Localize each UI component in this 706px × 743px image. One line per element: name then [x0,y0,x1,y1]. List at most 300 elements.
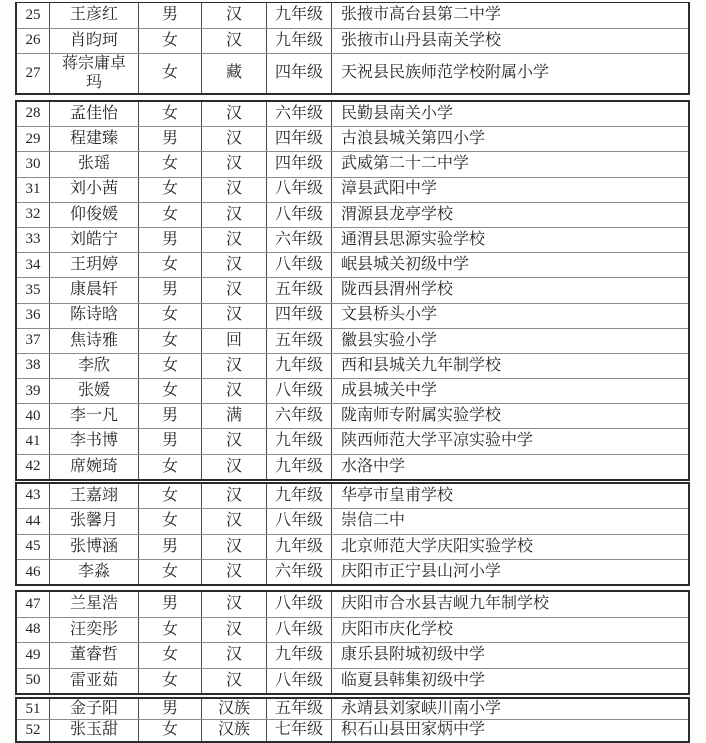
cell-grade [267,379,332,403]
cell-name [50,560,139,584]
cell-name [50,509,139,533]
cell-grade [267,102,332,126]
cell-gender [139,54,202,93]
cell-name-text: 肖昀珂 [69,31,118,49]
cell-num [17,178,50,202]
cell-ethnicity [202,278,267,302]
cell-school-text: 庆阳市庆化学校 [341,620,454,638]
cell-num [17,379,50,403]
cell-num [17,203,50,227]
cell-ethnicity-text: 汉 [225,381,242,399]
cell-grade [267,228,332,252]
cell-school-text: 张掖市高台县第二中学 [341,6,502,24]
cell-school [332,178,688,202]
cell-school [332,354,688,378]
cell-gender [139,592,202,616]
cell-num-text: 35 [25,281,41,298]
cell-gender [139,329,202,353]
cell-grade-text: 八年级 [274,671,323,689]
cell-num [17,127,50,151]
cell-school [332,509,688,533]
cell-school-text: 通渭县思源实验学校 [341,230,486,248]
cell-ethnicity [202,560,267,584]
table-section [15,697,690,743]
table-row [17,428,688,453]
cell-name-text: 张媛 [77,381,110,399]
cell-num [17,278,50,302]
cell-num [17,669,50,693]
cell-gender [139,535,202,559]
cell-ethnicity [202,152,267,176]
cell-school [332,102,688,126]
cell-school-text: 康乐县附城初级中学 [341,646,486,664]
cell-num-text: 43 [25,487,41,504]
table-row [17,403,688,428]
cell-gender-text: 女 [161,356,178,374]
cell-ethnicity [202,54,267,93]
cell-num [17,643,50,667]
cell-ethnicity-text: 满 [225,407,242,425]
cell-name [50,592,139,616]
cell-num-text: 27 [25,64,41,81]
cell-ethnicity-text: 汉 [225,104,242,122]
table-row [17,534,688,559]
cell-name [50,720,139,741]
cell-school-text: 岷县城关初级中学 [341,256,470,274]
cell-grade-text: 九年级 [274,432,323,450]
cell-gender [139,102,202,126]
cell-ethnicity [202,379,267,403]
cell-name [50,54,139,93]
cell-num [17,304,50,328]
cell-grade [267,484,332,508]
cell-gender [139,304,202,328]
cell-ethnicity [202,228,267,252]
cell-gender-text: 女 [161,256,178,274]
cell-school-text: 陕西师范大学平凉实验中学 [341,432,534,450]
cell-ethnicity [202,429,267,453]
cell-ethnicity-text: 汉 [225,306,242,324]
cell-name [50,455,139,479]
cell-ethnicity-text: 汉 [225,620,242,638]
cell-grade-text: 八年级 [274,512,323,530]
cell-school [332,379,688,403]
cell-gender-text: 女 [161,562,178,580]
table-section [15,2,690,95]
cell-grade-text: 八年级 [274,381,323,399]
cell-num [17,404,50,428]
cell-name [50,203,139,227]
cell-grade [267,618,332,642]
cell-name [50,278,139,302]
cell-grade-text: 九年级 [274,31,323,49]
cell-grade [267,643,332,667]
cell-name [50,29,139,53]
cell-school-text: 徽县实验小学 [341,331,438,349]
table-section [15,100,690,481]
cell-name-text: 张博涵 [69,537,118,555]
cell-school [332,535,688,559]
table-row [17,151,688,176]
cell-school [332,127,688,151]
cell-name-text: 王彦红 [69,6,118,24]
cell-name-text: 康晨轩 [69,281,118,299]
cell-ethnicity [202,720,267,741]
cell-name [50,699,139,720]
cell-gender [139,484,202,508]
cell-num-text: 50 [25,672,41,689]
cell-num [17,429,50,453]
cell-num-text: 52 [25,722,41,739]
cell-name [50,127,139,151]
cell-gender [139,228,202,252]
table-row [17,53,688,93]
cell-num-text: 49 [25,646,41,663]
cell-grade-text: 九年级 [274,356,323,374]
cell-ethnicity-text: 汉 [225,486,242,504]
cell-grade-text: 六年级 [274,104,323,122]
cell-ethnicity-text: 汉 [225,432,242,450]
cell-ethnicity-text: 汉 [225,31,242,49]
cell-grade [267,304,332,328]
cell-num-text: 51 [25,700,41,717]
cell-gender [139,699,202,720]
cell-num [17,228,50,252]
cell-ethnicity-text: 藏 [225,64,242,82]
cell-grade-text: 四年级 [274,130,323,148]
cell-num-text: 42 [25,458,41,475]
cell-school [332,253,688,277]
cell-school [332,404,688,428]
table-row [17,508,688,533]
cell-ethnicity-text: 汉 [225,180,242,198]
cell-num [17,152,50,176]
cell-gender [139,669,202,693]
cell-gender-text: 女 [161,31,178,49]
cell-gender [139,560,202,584]
cell-gender-text: 女 [161,486,178,504]
cell-ethnicity [202,3,267,28]
cell-grade [267,509,332,533]
cell-grade-text: 八年级 [274,256,323,274]
cell-ethnicity-text: 汉 [225,562,242,580]
cell-gender [139,278,202,302]
cell-gender [139,178,202,202]
cell-name [50,535,139,559]
cell-gender-text: 男 [161,699,178,717]
cell-num-text: 48 [25,621,41,638]
cell-grade [267,3,332,28]
cell-gender-text: 男 [161,407,178,425]
cell-school-text: 庆阳市正宁县山河小学 [341,562,502,580]
cell-num-text: 28 [25,105,41,122]
cell-num [17,29,50,53]
cell-name [50,618,139,642]
cell-school [332,643,688,667]
cell-grade [267,699,332,720]
cell-grade [267,152,332,176]
table-row [17,719,688,741]
cell-grade [267,329,332,353]
cell-ethnicity [202,29,267,53]
cell-name [50,3,139,28]
cell-gender [139,455,202,479]
cell-num [17,535,50,559]
cell-school [332,203,688,227]
cell-ethnicity [202,618,267,642]
cell-grade-text: 八年级 [274,620,323,638]
table-row [17,617,688,642]
cell-name-text: 张玉甜 [69,721,118,739]
table-row [17,227,688,252]
cell-gender [139,509,202,533]
cell-name [50,102,139,126]
cell-name [50,429,139,453]
cell-name-text: 金子阳 [69,699,118,717]
cell-gender-text: 女 [161,205,178,223]
cell-ethnicity [202,304,267,328]
cell-school-text: 临夏县韩集初级中学 [341,671,486,689]
table-row [17,378,688,403]
cell-num-text: 30 [25,155,41,172]
cell-name-text: 仰俊媛 [69,205,118,223]
cell-ethnicity [202,669,267,693]
cell-gender-text: 男 [161,537,178,555]
table-row [17,668,688,693]
cell-num [17,560,50,584]
cell-school-text: 天祝县民族师范学校附属小学 [341,64,550,82]
cell-num [17,720,50,741]
cell-ethnicity [202,535,267,559]
cell-grade [267,203,332,227]
table-row [17,559,688,584]
cell-ethnicity [202,455,267,479]
cell-school-text: 民勤县南关小学 [341,104,454,122]
cell-gender [139,404,202,428]
cell-name-text: 王嘉翊 [69,486,118,504]
table-row [17,642,688,667]
cell-grade [267,29,332,53]
cell-ethnicity-text: 汉 [225,356,242,374]
cell-gender-text: 男 [161,281,178,299]
table-row [17,102,688,126]
cell-grade [267,592,332,616]
table-row [17,353,688,378]
cell-name [50,178,139,202]
cell-ethnicity-text: 汉 [225,130,242,148]
cell-ethnicity [202,643,267,667]
cell-school-text: 漳县武阳中学 [341,180,438,198]
cell-grade-text: 九年级 [274,646,323,664]
table-row [17,592,688,616]
table-row [17,484,688,508]
cell-school-text: 北京师范大学庆阳实验学校 [341,537,534,555]
cell-num [17,455,50,479]
cell-grade [267,127,332,151]
cell-num-text: 44 [25,512,41,529]
cell-name [50,669,139,693]
cell-school [332,592,688,616]
cell-name-text: 李书博 [69,432,118,450]
table-row [17,177,688,202]
cell-name [50,228,139,252]
cell-school-text: 张掖市山丹县南关学校 [341,31,502,49]
cell-school-text: 积石山县田家炳中学 [341,721,486,739]
cell-gender-text: 男 [161,595,178,613]
cell-name-text: 李淼 [77,562,110,580]
cell-gender-text: 女 [161,671,178,689]
table-section [15,482,690,587]
cell-ethnicity-text: 汉 [225,281,242,299]
cell-ethnicity-text: 汉 [225,256,242,274]
cell-ethnicity [202,203,267,227]
cell-num-text: 32 [25,206,41,223]
cell-num [17,253,50,277]
cell-gender [139,152,202,176]
cell-gender-text: 男 [161,230,178,248]
cell-grade-text: 四年级 [274,155,323,173]
cell-grade-text: 六年级 [274,407,323,425]
cell-gender [139,253,202,277]
cell-gender [139,618,202,642]
cell-grade-text: 四年级 [274,64,323,82]
cell-grade-text: 九年级 [274,486,323,504]
cell-num-text: 26 [25,32,41,49]
cell-ethnicity-text: 汉 [225,6,242,24]
table-row [17,252,688,277]
cell-num-text: 45 [25,538,41,555]
cell-school [332,618,688,642]
cell-num-text: 25 [25,6,41,23]
cell-name [50,354,139,378]
table-row [17,277,688,302]
cell-ethnicity-text: 汉 [225,205,242,223]
cell-num [17,3,50,28]
cell-name-text: 焦诗雅 [69,331,118,349]
cell-gender [139,3,202,28]
cell-school [332,699,688,720]
table-row [17,454,688,479]
cell-grade-text: 五年级 [274,699,323,717]
cell-ethnicity [202,592,267,616]
cell-name-text: 刘皓宁 [69,230,118,248]
table-row [17,3,688,28]
cell-num-text: 31 [25,181,41,198]
cell-grade-text: 九年级 [274,6,323,24]
cell-num-text: 40 [25,407,41,424]
cell-grade-text: 五年级 [274,281,323,299]
cell-school-text: 水洛中学 [341,457,406,475]
cell-num [17,699,50,720]
cell-ethnicity-text: 汉族 [217,699,250,717]
cell-ethnicity-text: 汉 [225,671,242,689]
cell-school [332,278,688,302]
cell-school-text: 西和县城关九年制学校 [341,356,502,374]
cell-gender [139,354,202,378]
cell-name [50,404,139,428]
cell-school-text: 崇信二中 [341,512,406,530]
cell-gender-text: 男 [161,6,178,24]
cell-num-text: 29 [25,130,41,147]
cell-name-text: 席婉琦 [69,457,118,475]
cell-name-text: 兰星浩 [69,595,118,613]
cell-school [332,484,688,508]
cell-grade-text: 五年级 [274,331,323,349]
cell-gender-text: 女 [161,457,178,475]
cell-school [332,429,688,453]
cell-gender-text: 女 [161,104,178,122]
cell-num-text: 46 [25,563,41,580]
cell-school-text: 古浪县城关第四小学 [341,130,486,148]
cell-name [50,152,139,176]
cell-grade-text: 六年级 [274,562,323,580]
cell-grade [267,354,332,378]
cell-gender [139,379,202,403]
cell-gender-text: 女 [161,155,178,173]
cell-school [332,455,688,479]
cell-school [332,560,688,584]
cell-school [332,3,688,28]
cell-gender-text: 女 [161,721,178,739]
cell-num-text: 39 [25,382,41,399]
cell-school-text: 华亭市皇甫学校 [341,486,454,504]
cell-grade-text: 六年级 [274,230,323,248]
cell-school [332,54,688,93]
cell-school [332,152,688,176]
cell-gender-text: 女 [161,331,178,349]
table-row [17,202,688,227]
cell-ethnicity [202,253,267,277]
cell-grade-text: 八年级 [274,595,323,613]
cell-gender-text: 女 [161,620,178,638]
cell-name-text: 张馨月 [69,512,118,530]
cell-grade [267,429,332,453]
cell-grade-text: 九年级 [274,457,323,475]
cell-gender [139,203,202,227]
cell-grade [267,54,332,93]
cell-num-text: 36 [25,306,41,323]
cell-school [332,669,688,693]
cell-ethnicity [202,484,267,508]
cell-name [50,379,139,403]
cell-grade [267,178,332,202]
student-table [15,2,690,743]
cell-name-text: 程建臻 [69,130,118,148]
cell-ethnicity [202,699,267,720]
cell-ethnicity [202,127,267,151]
cell-school [332,304,688,328]
cell-gender [139,429,202,453]
cell-name-text: 王玥婷 [69,256,118,274]
table-row [17,303,688,328]
cell-name-text: 刘小茜 [69,180,118,198]
cell-grade-text: 八年级 [274,180,323,198]
cell-school-text: 陇南师专附属实验学校 [341,407,502,425]
cell-name [50,643,139,667]
cell-ethnicity [202,329,267,353]
cell-school-text: 成县城关中学 [341,381,438,399]
cell-num [17,592,50,616]
cell-gender-text: 女 [161,64,178,82]
cell-grade-text: 四年级 [274,306,323,324]
cell-school-text: 庆阳市合水县吉岘九年制学校 [341,595,550,613]
cell-name-text: 陈诗晗 [69,306,118,324]
cell-grade [267,720,332,741]
cell-gender-text: 女 [161,306,178,324]
cell-ethnicity-text: 回 [225,331,242,349]
table-section [15,590,690,695]
cell-ethnicity-text: 汉 [225,646,242,664]
